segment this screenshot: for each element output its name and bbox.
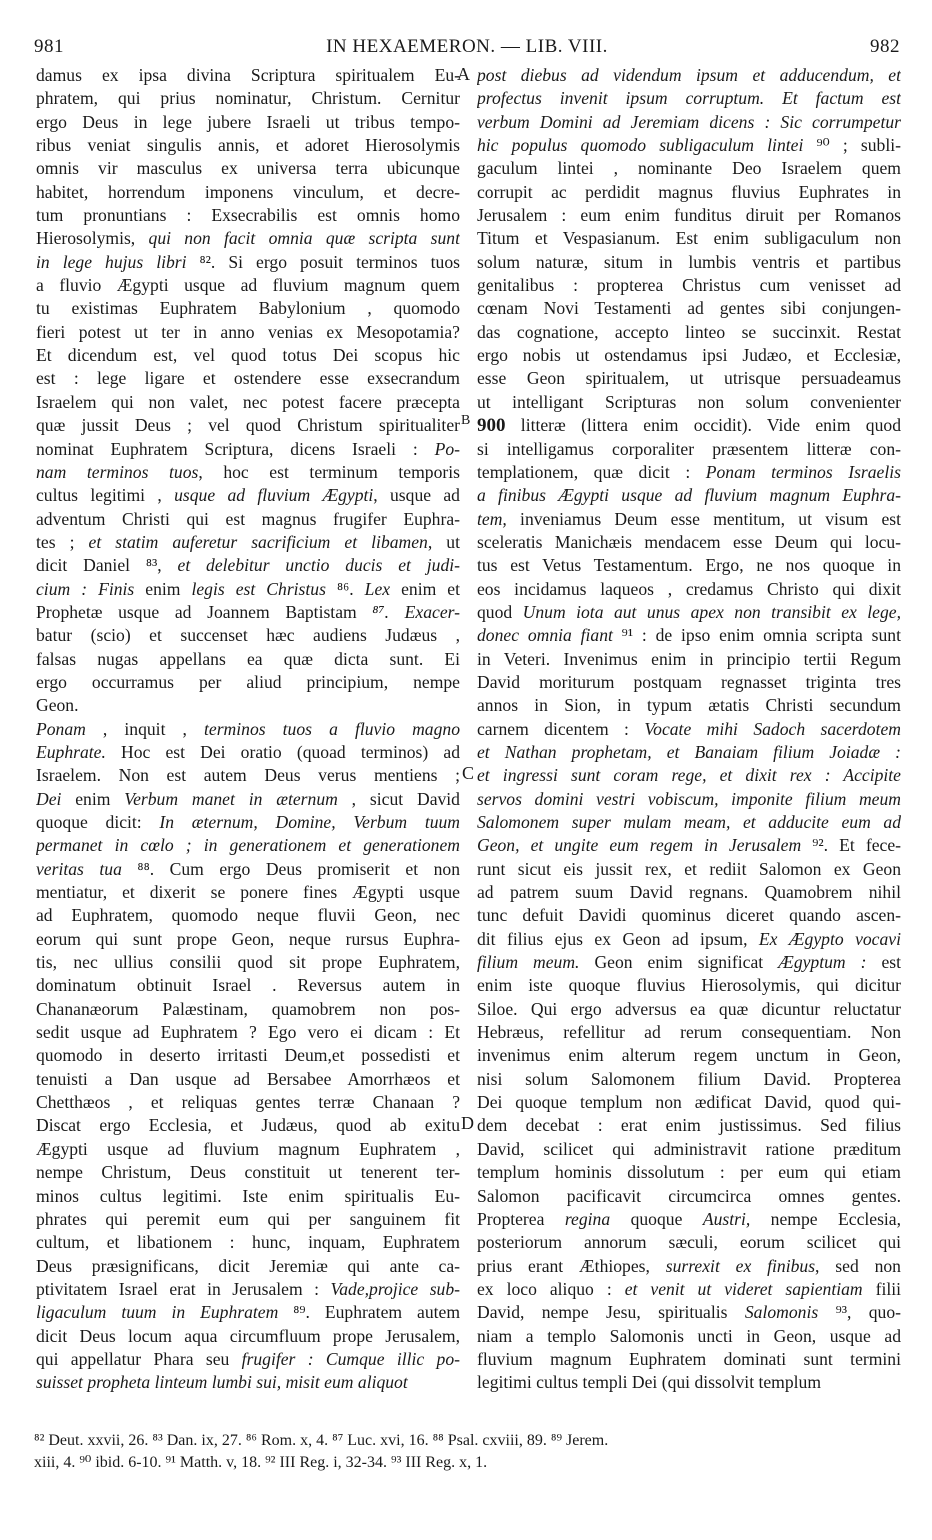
text-run: cœnam Novi Testamenti ad gentes sibi conjungen- <box>477 298 901 319</box>
text-line <box>36 694 460 717</box>
text-run: est <box>866 952 901 973</box>
text-line <box>36 1278 460 1301</box>
text-run: minos cultus legitimi. Iste enim spiritualis Eu- <box>36 1185 460 1206</box>
text-line <box>477 438 901 461</box>
text-run: ⁸⁶. <box>325 578 365 599</box>
text-line <box>477 974 901 997</box>
italic-run: surrexit ex finibus <box>665 1255 816 1276</box>
margin-letter-d: D <box>461 1113 474 1133</box>
text-line <box>477 508 901 531</box>
text-line <box>477 1278 901 1301</box>
text-line <box>36 1021 460 1044</box>
text-line <box>477 1208 901 1231</box>
text-line <box>36 367 460 390</box>
italic-run: usque ad fluvium Ægypti <box>174 485 374 506</box>
right-column <box>477 64 901 1395</box>
text-run: fluvium magnum Euphratem dominati sunt termini <box>477 1348 901 1369</box>
text-line <box>36 321 460 344</box>
text-line <box>477 134 901 157</box>
text-line <box>36 858 460 881</box>
text-run: falsas nugas appellans ea quæ dicta sunt. Ei <box>36 648 460 669</box>
text-run: nisi solum Salomonem filium David. Propterea <box>477 1068 901 1089</box>
inline-number-900: 900 <box>477 415 506 437</box>
text-run: ⁸². Si ergo posuit terminos tuos <box>186 251 460 272</box>
text-run: Hierosolymis, <box>36 228 149 249</box>
text-run: a fluvio Ægypti usque ad fluvium magnum quem <box>36 275 460 296</box>
italic-run: verbum Domini ad Jeremiam dicens : Sic corrumpetur <box>477 111 901 132</box>
text-run: tis, nec ullius consilii quod sit prope Euphratem, <box>36 952 460 973</box>
text-run: enim iste quoque fluvius Hierosolymis, qui dicitur <box>477 975 901 996</box>
italic-run: Salomonis <box>744 1302 819 1323</box>
text-run: quoque dicit: <box>36 812 160 832</box>
text-line <box>477 928 901 951</box>
text-run: legitimi cultus templi Dei (qui dissolvit templum <box>477 1372 822 1393</box>
text-run: tus est Vetus Testamentum. Ergo, ne nos quoque in <box>477 555 901 576</box>
text-line <box>477 484 901 507</box>
page-number-right: 982 <box>870 36 900 57</box>
text-run: Hebræus, refellitur ad rerum consequentiam. Non <box>477 1022 901 1043</box>
text-run: ergo Deus in lege jubere Israeli ut tribus tempo- <box>36 111 460 132</box>
italic-run: Ponam <box>36 718 86 739</box>
text-line <box>36 881 460 904</box>
margin-letter-a: A <box>457 64 470 84</box>
text-run: gaculum lintei , nominante Deo Israelem quem <box>477 158 901 179</box>
text-run: Discat ergo Ecclesia, et Judæus, quod ab exitu <box>36 1115 460 1136</box>
text-run: dem decebat : erat enim justissimus. Sed filius <box>477 1115 901 1136</box>
text-run: David, nempe Jesu, spiritualis <box>477 1302 745 1323</box>
text-run: quod <box>477 601 523 622</box>
text-run: ptivitatem Israel erat in Jerusalem : <box>36 1278 331 1299</box>
text-run: Salomon pacificavit circumcirca omnes gentes. <box>477 1185 901 1206</box>
italic-run: veritas tua <box>36 858 122 879</box>
italic-run: Vade,projice sub- <box>330 1278 460 1299</box>
text-run: quoque <box>610 1208 703 1229</box>
text-run: Israelem qui non valet, nec potest facere præcepta <box>36 391 460 412</box>
text-line <box>36 928 460 951</box>
text-line <box>477 694 901 717</box>
italic-run: profectus invenit ipsum corruptum. Et factum est <box>477 88 901 109</box>
italic-run: et delebitur unctio ducis et judi- <box>177 555 460 576</box>
italic-run: terminos tuos a fluvio magno <box>204 718 460 739</box>
text-line <box>36 951 460 974</box>
text-run: , ut <box>427 531 460 552</box>
text-line <box>477 601 901 624</box>
text-line <box>36 1348 460 1371</box>
margin-letter-b: B <box>461 413 471 428</box>
text-run: mentiatur, et dixerit se ponere fines Ægypti usque <box>36 882 460 903</box>
text-run: prius erant Æthiopes, <box>477 1255 666 1276</box>
text-line <box>36 974 460 997</box>
text-line <box>477 764 901 787</box>
italic-run: qui non facit omnia quæ scripta sunt <box>148 228 460 249</box>
text-run: dicit Daniel ⁸³, <box>36 555 178 576</box>
italic-run: Unum iota aut unus apex non transibit ex lege, <box>522 601 901 622</box>
text-line <box>477 227 901 250</box>
text-run: sceleratis Manichæis mendacem esse Deum qui locu- <box>477 531 901 552</box>
italic-run: Vocate mihi Sadoch sacerdotem <box>644 718 901 739</box>
text-line <box>477 531 901 554</box>
text-run: , sicut David <box>337 788 460 809</box>
text-line <box>477 1044 901 1067</box>
text-run: Siloe. Qui ergo adversus ea quæ dicuntur reluctatur <box>477 998 901 1019</box>
text-run: Chetthæos , et reliquas gentes terræ Chanaan ? <box>36 1092 460 1113</box>
text-line <box>36 251 460 274</box>
text-run: enim <box>134 578 192 599</box>
text-run: Hoc est Dei oratio (quoad terminos) ad <box>105 741 460 762</box>
text-line <box>36 1231 460 1254</box>
text-line <box>477 461 901 484</box>
text-run: est : lege ligare et ostendere esse exsecrandum <box>36 368 460 389</box>
text-run: David moriturum postquam regnasset triginta tres <box>477 671 901 692</box>
text-line <box>477 1091 901 1114</box>
text-run: ⁹¹ : de ipso enim omnia scripta sunt <box>612 625 901 646</box>
text-line <box>36 204 460 227</box>
text-run: quomodo in deserto irritasti Deum,et possedisti et <box>36 1045 460 1066</box>
text-line <box>477 718 901 741</box>
italic-run: frugifer : Cumque illic po- <box>241 1348 460 1369</box>
text-run: ut intelligant Scripturas non solum convenienter <box>477 391 901 412</box>
text-line <box>36 1044 460 1067</box>
text-line <box>477 811 901 834</box>
italic-run: Austri, <box>702 1208 751 1229</box>
text-run: si intelligamus corporaliter præsentem litteræ con- <box>477 438 901 459</box>
text-run: batur (scio) et succenset hæc audiens Judæus , <box>36 625 460 646</box>
text-line <box>36 671 460 694</box>
text-line <box>36 1161 460 1184</box>
page-number-left: 981 <box>34 36 64 57</box>
text-line <box>36 181 460 204</box>
text-line <box>36 64 460 87</box>
text-run: ergo occurramus per aliud principium, nempe <box>36 671 460 692</box>
text-line <box>477 64 901 87</box>
text-run: das cognatione, accepto linteo se succinxit. Restat <box>477 321 901 342</box>
text-line <box>477 1185 901 1208</box>
text-line <box>36 1138 460 1161</box>
italic-run: tem, <box>477 508 507 529</box>
text-line <box>477 1114 901 1137</box>
text-line <box>477 648 901 671</box>
italic-run: donec omnia fiant <box>477 625 613 646</box>
italic-run: et Nathan prophetam, et Banaiam filium Joiadæ : <box>477 741 901 762</box>
text-run: Israelem. Non est autem Deus verus mentiens ; <box>36 765 460 786</box>
text-run: Deus præsignificans, dicit Jeremiæ qui ante ca- <box>36 1255 460 1276</box>
text-line <box>477 204 901 227</box>
text-run: solum naturæ, situm in lumbis ventris et partibus <box>477 251 901 272</box>
text-line <box>477 1021 901 1044</box>
text-line <box>36 998 460 1021</box>
italic-run: nam terminos tuos <box>36 461 199 482</box>
text-run: filii <box>862 1278 901 1299</box>
text-line <box>477 904 901 927</box>
text-run: Dei quoque templum non ædificat David, quod qui- <box>477 1092 901 1113</box>
italic-run: regina <box>564 1208 611 1229</box>
text-line <box>36 718 460 741</box>
italic-run: et ingressi sunt coram rege, et dixit rex : Accipite <box>477 765 901 786</box>
text-line <box>477 1325 901 1348</box>
text-line <box>477 741 901 764</box>
text-run: Et dicendum est, vel quod totus Dei scopus hic <box>36 345 460 366</box>
text-line <box>36 648 460 671</box>
footnote-line: xiii, 4. ⁹⁰ ibid. 6-10. ⁹¹ Matth. v, 18. ⁹² III Reg. i, 32-34. ⁹³ III Reg. x, 1. <box>34 1454 488 1471</box>
text-run: niam a templo Salomonis uncti in Geon, usque ad <box>477 1325 901 1346</box>
running-title: IN HEXAEMERON. — LIB. VIII. <box>326 36 608 57</box>
text-line <box>36 1371 460 1394</box>
text-line <box>36 1208 460 1231</box>
text-run: qui appellatur Phara seu <box>36 1348 242 1369</box>
text-run: damus ex ipsa divina Scriptura spiritualem Eu- <box>36 65 460 85</box>
text-run: Geon enim significat <box>579 952 779 973</box>
text-line <box>477 1301 901 1324</box>
text-run: fieri potest ut ter in anno venias ex Mesopotamia? <box>36 321 460 342</box>
text-line <box>36 1325 460 1348</box>
text-run: , inquit , <box>85 718 205 739</box>
italic-run: servos domini vestri vobiscum, imponite filium meum <box>477 788 901 809</box>
text-line <box>477 414 901 437</box>
text-run: phrates qui peremit eum qui per sanguinem fit <box>36 1208 460 1229</box>
text-line <box>36 297 460 320</box>
italic-run: Ponam terminos Israelis <box>705 461 901 482</box>
text-run: Chananæorum Palæstinam, quamobrem non pos- <box>36 998 460 1019</box>
italic-run: et statim auferetur sacrificium et libamen <box>88 531 428 552</box>
text-line <box>477 251 901 274</box>
italic-run: Euphrate. <box>36 741 106 762</box>
text-run: templationem, quæ dicit : <box>477 461 706 482</box>
text-run: genitalibus : propterea Christus cum venisset ad <box>477 275 901 296</box>
text-line <box>477 111 901 134</box>
text-run: David, scilicet qui administravit ratione præditum <box>477 1138 901 1159</box>
text-run: adventum Christi qui est magnus frugifer Euphra- <box>36 508 460 529</box>
text-run: templum hominis dissolutum : per eum qui etiam <box>477 1162 901 1183</box>
text-run: enim et <box>390 578 460 599</box>
text-run: ⁹². Et fece- <box>801 835 901 856</box>
text-run: phratem, qui prius nominatur, Christum. Cernitur <box>36 88 460 109</box>
text-line <box>36 87 460 110</box>
text-line <box>36 438 460 461</box>
text-run: tu existimas Euphratem Babylonium , quomodo <box>36 298 460 319</box>
text-run: Titum et Vespasianum. Est enim subligaculum non <box>477 228 901 249</box>
text-line <box>36 1091 460 1114</box>
text-run: tes ; <box>36 531 89 552</box>
italic-run: a finibus Ægypti usque ad fluvium magnum Euphra- <box>477 485 901 506</box>
text-line <box>477 1138 901 1161</box>
italic-run: Salomonem super mulam meam, et adducite eum ad <box>477 812 901 832</box>
text-run: dicit Deus locum aqua circumfluum prope Jerusalem, <box>36 1325 460 1346</box>
text-run: ⁸⁸. Cum ergo Deus promiserit et non <box>121 858 460 879</box>
text-run: habitet, horrendum imponens vinculum, et decre- <box>36 181 460 202</box>
text-line <box>36 1185 460 1208</box>
text-line <box>477 1255 901 1278</box>
italic-run: filium meum. <box>477 952 580 973</box>
text-line <box>477 1371 901 1394</box>
text-line <box>36 391 460 414</box>
text-run: ⁸⁹. Euphratem autem <box>278 1302 460 1323</box>
text-run: ex loco aliquo : <box>477 1278 625 1299</box>
text-run: , hoc est terminum temporis <box>198 461 460 482</box>
text-line <box>36 227 460 250</box>
text-run: cultum, et libationem : hunc, inquam, Euphratem <box>36 1232 460 1253</box>
footnotes <box>34 1430 900 1474</box>
text-run: , usque ad <box>373 485 460 506</box>
text-run: Ægypti usque ad fluvium magnum Euphratem , <box>36 1138 460 1159</box>
text-run: esse Geon spiritualem, ut utrisque persuadeamus <box>477 368 901 389</box>
italic-run: Dei <box>36 788 62 809</box>
text-line <box>36 764 460 787</box>
italic-run: legis est Christus <box>191 578 326 599</box>
text-line <box>36 461 460 484</box>
italic-run: hic populus quomodo subligaculum lintei <box>477 135 804 156</box>
text-run: ad Euphratem, quomodo neque fluvii Geon, nec <box>36 905 460 926</box>
text-line <box>36 157 460 180</box>
text-line <box>36 1114 460 1137</box>
text-line <box>477 998 901 1021</box>
footnote-line: ⁸² Deut. xxvii, 26. ⁸³ Dan. ix, 27. ⁸⁶ Rom. x, 4. ⁸⁷ Luc. xvi, 16. ⁸⁸ Psal. cxviii, 89. ⁸⁹ Jerem. <box>34 1432 609 1449</box>
text-run: dominatum obtinuit Israel . Reversus autem in <box>36 975 460 996</box>
italic-run: Ægyptum : <box>778 952 867 973</box>
text-line <box>36 111 460 134</box>
text-run: nominat Euphratem Scriptura, dicens Israeli : <box>36 438 435 459</box>
text-run: invenimus enim alterum regem unctum in Geon, <box>477 1045 901 1066</box>
text-line <box>477 624 901 647</box>
left-column <box>36 64 460 1395</box>
text-line <box>36 788 460 811</box>
text-run: quæ jussit Deus ; vel quod Christum spiritualiter <box>36 415 460 436</box>
italic-run: Lex <box>364 578 391 599</box>
text-line <box>36 531 460 554</box>
text-line <box>36 1301 460 1324</box>
text-line <box>36 904 460 927</box>
text-line <box>477 554 901 577</box>
text-run: eos incidamus laqueos , credamus Christo qui dixit <box>477 578 901 599</box>
italic-run: cium : Finis <box>36 578 135 599</box>
text-line <box>36 1255 460 1278</box>
text-run: inveniamus Deum esse mentitum, ut visum est <box>506 508 901 529</box>
text-run: eorum qui sunt prope Geon, neque rursus Euphra- <box>36 928 460 949</box>
italic-run: ⁸⁷. Exacer- <box>356 601 460 622</box>
text-run: ribus veniat singulis annis, et adoret Hierosolymis <box>36 135 460 156</box>
text-run: in Veteri. Invenimus enim in principio tertii Regum <box>477 648 901 669</box>
text-line <box>477 788 901 811</box>
text-run: sedit usque ad Euphratem ? Ego vero ei dicam : Et <box>36 1022 460 1043</box>
text-line <box>36 134 460 157</box>
italic-run: ligaculum tuum in Euphratem <box>36 1302 279 1323</box>
text-line <box>477 344 901 367</box>
text-run: carnem dicentem : <box>477 718 645 739</box>
italic-run: Geon, et ungite eum regem in Jerusalem <box>477 835 802 856</box>
text-line <box>36 554 460 577</box>
text-line <box>477 858 901 881</box>
text-run: Propterea <box>477 1208 565 1229</box>
italic-run: In æternum, Domine, Verbum tuum <box>159 812 460 832</box>
text-line <box>477 578 901 601</box>
text-run: ⁹³, quo- <box>818 1302 901 1323</box>
text-run: posteriorum annorum sæculi, eorum scilicet qui <box>477 1232 901 1253</box>
text-line <box>36 508 460 531</box>
italic-run: post diebus ad videndum ipsum et adducendum, et <box>477 65 901 85</box>
text-run: enim <box>61 788 125 809</box>
text-line <box>477 274 901 297</box>
text-line <box>477 367 901 390</box>
text-run: runt sicut eis jussit rex, et rediit Salomon ex Geon <box>477 858 901 879</box>
text-line <box>477 1161 901 1184</box>
text-run: omnis vir masculus ex universa terra ubicunque <box>36 158 460 179</box>
text-line <box>36 1068 460 1091</box>
text-line <box>477 834 901 857</box>
text-run: , sed non <box>815 1255 901 1276</box>
text-line <box>36 484 460 507</box>
text-line <box>477 1231 901 1254</box>
text-run: tum pronuntians : Exsecrabilis est omnis homo <box>36 205 460 226</box>
text-line <box>36 834 460 857</box>
text-run: dit filius ejus ex Geon ad ipsum, <box>477 928 759 949</box>
margin-letter-c: C <box>462 763 475 783</box>
text-line <box>36 578 460 601</box>
text-line <box>477 1068 901 1091</box>
text-line <box>477 881 901 904</box>
text-line <box>36 624 460 647</box>
italic-run: Ex Ægypto vocavi <box>758 928 901 949</box>
text-line <box>477 391 901 414</box>
running-header <box>34 36 900 62</box>
text-line <box>36 414 460 437</box>
text-run: ad patrem suum David regnans. Quamobrem nihil <box>477 882 901 903</box>
text-line <box>477 181 901 204</box>
text-line <box>477 297 901 320</box>
italic-run: suisset propheta linteum lumbi sui, misit eum aliquot <box>36 1372 408 1393</box>
italic-run: et venit ut videret sapientiam <box>624 1278 863 1299</box>
italic-run: Po- <box>434 438 460 459</box>
text-line <box>477 157 901 180</box>
text-run: Geon. <box>36 695 79 716</box>
text-line <box>36 344 460 367</box>
text-line <box>36 811 460 834</box>
text-line <box>477 951 901 974</box>
text-run: annos in Sion, in typum ætatis Christi secundum <box>477 695 901 716</box>
text-line <box>36 274 460 297</box>
text-line <box>477 1348 901 1371</box>
italic-run: permanet in cœlo ; in generationem et generationem <box>36 835 460 856</box>
text-run: Prophetæ usque ad Joannem Baptistam <box>36 601 357 622</box>
text-run: corrupit ac perdidit magnus fluvius Euphrates in <box>477 181 901 202</box>
text-line <box>477 671 901 694</box>
text-run: tenuisti a Dan usque ad Bersabee Amorrhæos et <box>36 1068 460 1089</box>
text-run: nempe Christum, Deus constituit ut tenerent ter- <box>36 1162 460 1183</box>
italic-run: Verbum manet in æternum <box>124 788 338 809</box>
text-run: ⁹⁰ ; subli- <box>803 135 901 156</box>
text-line <box>36 741 460 764</box>
text-run: ergo nobis ut ostendamus ipsi Judæo, et Ecclesiæ, <box>477 345 901 366</box>
italic-run: in lege hujus libri <box>36 251 187 272</box>
text-run: nempe Ecclesia, <box>750 1208 901 1229</box>
text-run: cultus legitimi , <box>36 485 175 506</box>
text-run: Jerusalem : eum enim funditus diruit per Romanos <box>477 205 901 226</box>
text-run: litteræ (littera enim occidit). Vide enim quod <box>505 415 901 436</box>
text-line <box>477 321 901 344</box>
text-line <box>477 87 901 110</box>
text-run: tunc defuit Davidi quominus diceret quando ascen- <box>477 905 901 926</box>
text-line <box>36 601 460 624</box>
